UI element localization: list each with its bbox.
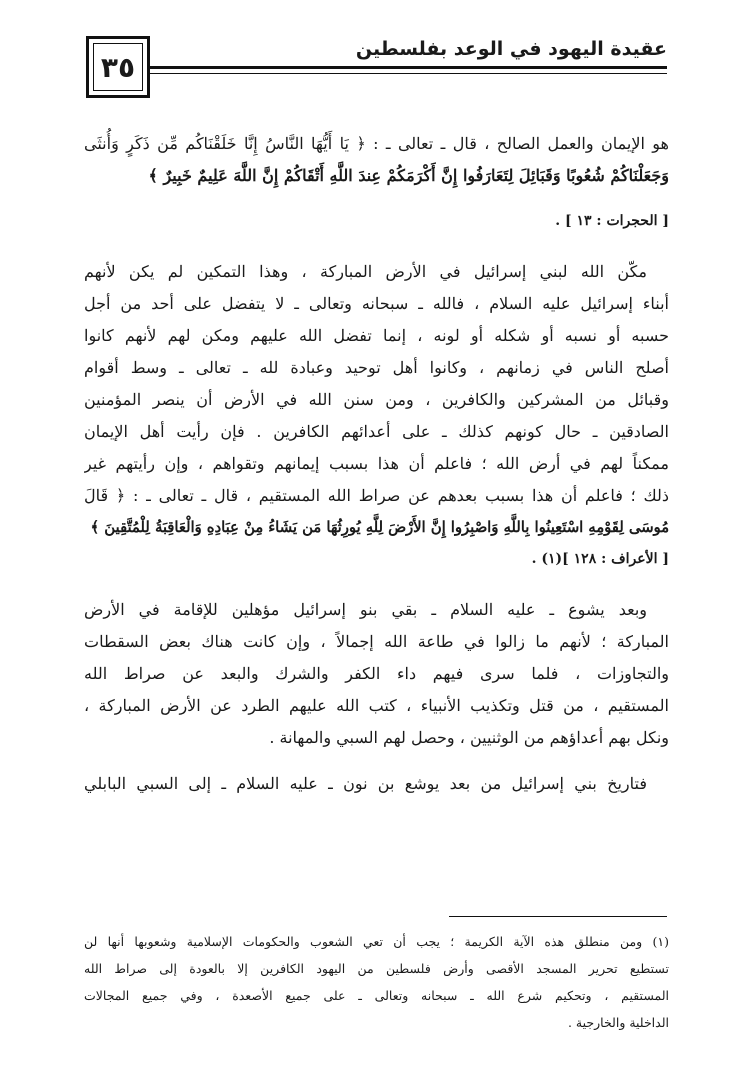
quran-verse-line: مُوسَى لِقَوْمِهِ اسْتَعِينُوا بِاللَّهِ وَاصْبِرُوا إِنَّ الأَرْضَ لِلَّهِ يُورِثُهَا مَن يَشَاءُ مِنْ عِبَادِهِ وَالْعَاقِبَةُ لِلْمُتَّقِينَ ﴾: [90, 519, 669, 536]
paragraph-3: [84, 594, 669, 754]
text-line: الصادقين ـ حال كونهم كذلك ـ على أعدائهم الكافرين . فإن رأيت أهل الإيمان: [84, 422, 669, 441]
footnote-line: (١) ومن منطلق هذه الآية الكريمة ؛ يجب أن تعي الشعوب والحكومات الإسلامية وشعوبها أنها لن: [84, 934, 669, 949]
paragraph-2: [84, 256, 669, 574]
running-title: عقيدة اليهود في الوعد بفلسطين: [355, 38, 667, 60]
text-line: حسبه أو نسبه أو شكله أو لونه ، إنما تفضل الله عليهم ومكن لهم لأنهم كانوا: [84, 326, 669, 345]
text-line: والتجاوزات ، فلما سرى فيهم داء الكفر والشرك والبعد عن صراط الله: [84, 664, 669, 683]
footnote: [84, 928, 669, 1036]
text-line: وقبائل من المشركين والكافرين ، ومن سنن الله في الأرض أن ينصر المؤمنين: [84, 390, 669, 409]
footnote-line: الداخلية والخارجية .: [567, 1015, 669, 1030]
text-line: ممكناً لهم في أرض الله ؛ فاعلم أن هذا بسبب إيمانهم وتقواهم ، وإن رأيتهم غير: [84, 454, 669, 473]
text-line: ذلك ؛ فاعلم أن هذا بسبب بعدهم عن صراط الله المستقيم ، قال ـ تعالى ـ : ﴿ قَالَ: [84, 486, 669, 505]
footnote-line: تستطيع تحرير المسجد الأقصى وأرض فلسطين من اليهود الكافرين إلا بالعودة إلى صراط الله: [84, 961, 669, 976]
footnote-separator: [449, 916, 667, 917]
text-line: فتاريخ بني إسرائيل من بعد يوشع بن نون ـ عليه السلام ـ إلى السبي البابلي: [84, 774, 647, 793]
verse-reference: [ الأعراف : ١٢٨ ](١) .: [531, 551, 669, 567]
footnote-line: المستقيم ، وتحكيم شرع الله ـ سبحانه وتعالى ـ على جميع الأصعدة ، وفي جميع المجالات: [84, 988, 669, 1003]
header-rule-thin: [150, 73, 667, 74]
header-rule-thick: [150, 66, 667, 69]
quran-verse-line: وَجَعَلْنَاكُمْ شُعُوبًا وَقَبَائِلَ لِتَعَارَفُوا إِنَّ أَكْرَمَكُمْ عِندَ اللَّهِ أَتْقَاكُمْ إِنَّ اللَّهَ عَلِيمٌ خَبِيرٌ ﴾: [148, 166, 669, 185]
page-number-frame: [86, 36, 150, 98]
paragraph-4: [84, 768, 669, 800]
text-line: ونكل بهم أعداؤهم من الوثنيين ، وحصل لهم السبي والمهانة .: [269, 728, 669, 747]
text-line: أصلح الناس في زمانهم ، وكانوا أهل توحيد وعبادة لله ـ تعالى ـ وسط أقوام: [84, 358, 669, 377]
text-line: المستقيم ، من قتل وتكذيب الأنبياء ، كتب الله عليهم الطرد عن الأرض المباركة ،: [84, 696, 669, 715]
text-line: وبعد يشوع ـ عليه السلام ـ بقي بنو إسرائيل مؤهلين للإقامة في الأرض: [84, 600, 647, 619]
text-line: مكّن الله لبني إسرائيل في الأرض المباركة ، وهذا التمكين لم يكن لأنهم: [84, 262, 647, 281]
text-line: أبناء إسرائيل عليه السلام ، فالله ـ سبحانه وتعالى ـ لا يتفضل على أحد من أجل: [84, 294, 669, 313]
page-number: ٣٥: [100, 51, 136, 84]
verse-reference: [ الحجرات : ١٣ ] .: [555, 213, 669, 229]
text-line: المباركة ؛ لأنهم ما زالوا في طاعة الله إجمالاً ، وإن كانت هناك بعض السقطات: [84, 632, 669, 651]
paragraph-1: [84, 128, 669, 192]
text-line: هو الإيمان والعمل الصالح ، قال ـ تعالى ـ : ﴿ يَا أَيُّهَا النَّاسُ إِنَّا خَلَقْنَاكُم مِّن ذَكَرٍ وَأُنثَى: [84, 134, 669, 153]
body-text: [84, 128, 669, 814]
